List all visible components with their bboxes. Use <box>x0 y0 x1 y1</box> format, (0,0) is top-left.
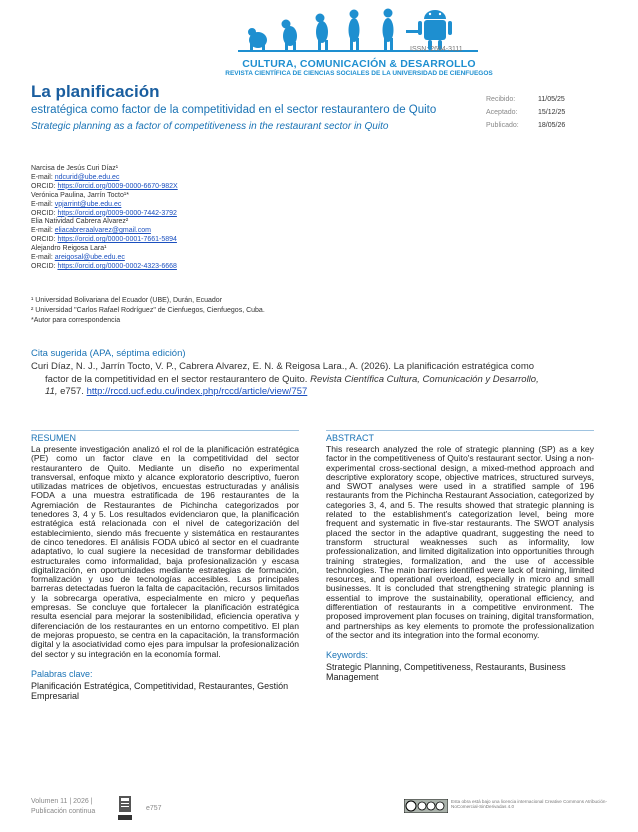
journal-subtitle: REVISTA CIENTÍFICA DE CIENCIAS SOCIALES DE LA UNIVERSIDAD DE CIENFUEGOS <box>225 70 493 77</box>
author-name: Narcisa de Jesús Curi Díaz¹ <box>31 165 119 172</box>
author-orcid-link[interactable]: https://orcid.org/0009-0000-6670-982X <box>57 182 178 190</box>
author-email-link[interactable]: ndcurid@ube.edu.ec <box>54 173 120 181</box>
author-email-link[interactable]: areigosal@ube.edu.ec <box>54 254 125 262</box>
published-date: 18/05/26 <box>538 122 566 129</box>
article-subtitle-english: Strategic planning as a factor of competitiveness in the restaurant sector in Quito <box>31 121 389 132</box>
journal-title: CULTURA, COMUNICACIÓN & DESARROLLO <box>242 58 476 70</box>
article-dates <box>486 96 565 135</box>
elocation-id: e757 <box>146 805 162 812</box>
footer-volume <box>31 797 95 817</box>
accepted-date: 15/12/25 <box>538 109 566 116</box>
author-email-line: E-mail: vpjarrint@ube.edu.ec <box>31 200 122 208</box>
volume-label: Volumen 11 | 2026 | <box>31 798 93 805</box>
affiliation: ² Universidad "Carlos Rafael Rodríguez" de Cienfuegos, Cienfuegos, Cuba. <box>31 307 265 314</box>
author-orcid-line: ORCID: https://orcid.org/0000-0001-7661-5894 <box>31 236 177 244</box>
article-title: La planificación <box>31 82 160 101</box>
author-orcid-line: ORCID: https://orcid.org/0009-0000-6670-982X <box>31 182 178 190</box>
author-orcid-link[interactable]: https://orcid.org/0009-0000-7442-3792 <box>57 209 177 217</box>
received-date: 11/05/25 <box>538 96 565 103</box>
corresponding-note: *Autor para correspondencia <box>31 317 121 324</box>
author-name: Verónica Paulina, Jarrín Tocto¹* <box>31 191 129 199</box>
author-orcid-line: ORCID: https://orcid.org/0000-0002-4323-6668 <box>31 262 177 270</box>
accepted-label: Aceptado: <box>486 109 518 116</box>
keywords-heading-en: Keywords: <box>326 650 369 661</box>
author-name: Elia Natividad Cabrera Alvarez² <box>31 218 129 226</box>
abstract-text: This research analyzed the role of strategic planning (SP) as a key factor in the competitiveness of Quito's restaurant sector. Using a non-experimental cross-sectional design, a mixed-method approach and descriptive exploratory scope, objective matrices, structured surveys, and SWOT analyses were used in a stratified sample of 196 restaurants from the Pichincha Restaurant Association, categorized by categories 3, 4, and 5. The results showed that strategic planning is related to the establishment's categorization level, being more frequent and systematic in five-star restaurants. The SWOT analysis placed the sector in the adaptive quadrant, suggesting the need to transform structural weaknesses such as informality, low professionalization, and limited digitalization into opportunities through training strategies, formalization, and the use of accessible technologies. The main barriers identified were lack of training, limited resources, and operational overload, especially in micro and small businesses. It is concluded that strengthening strategic planning is essential to improve the sustainability, operational efficiency, and differentiation of restaurants in a competitive environment. The proposed improvement plan focuses on training, digital transformation, and partnerships as key elements to promote the professionalization of the sector and its integration into the formal economy. <box>326 444 594 640</box>
university-logo-icon <box>117 796 133 822</box>
license-text: Esta obra está bajo una licencia internacional Creative Commons Atribución-NoComercial-SinDerivadas 4.0 <box>451 799 608 810</box>
creative-commons-icon[interactable] <box>404 799 448 813</box>
author-email-line: E-mail: areigosal@ube.edu.ec <box>31 254 125 262</box>
abstract-column <box>326 430 594 682</box>
citation-url-link[interactable]: http://rccd.ucf.edu.cu/index.php/rccd/article/view/757 <box>86 386 308 398</box>
affiliations <box>31 296 265 326</box>
author-email-link[interactable]: vpjarrint@ube.edu.ec <box>54 200 122 208</box>
author-orcid-line: ORCID: https://orcid.org/0009-0000-7442-3792 <box>31 209 177 217</box>
citation-heading: Cita sugerida (APA, séptima edición) <box>31 348 186 359</box>
keywords-en: Strategic Planning, Competitiveness, Restaurants, Business Management <box>326 662 566 683</box>
resumen-heading: RESUMEN <box>31 430 299 445</box>
author-email-line: E-mail: ndcurid@ube.edu.ec <box>31 173 120 181</box>
author-orcid-link[interactable]: https://orcid.org/0000-0001-7661-5894 <box>57 236 177 244</box>
author-name: Alejandro Reigosa Lara¹ <box>31 245 107 253</box>
article-subtitle: estratégica como factor de la competitividad en el sector restaurantero de Quito <box>31 104 437 116</box>
published-label: Publicado: <box>486 122 519 129</box>
affiliation: ¹ Universidad Bolivariana del Ecuador (UBE), Durán, Ecuador <box>31 297 223 304</box>
author-orcid-link[interactable]: https://orcid.org/0000-0002-4323-6668 <box>57 262 177 270</box>
citation-line: Curi Díaz, N. J., Jarrín Tocto, V. P., Cabrera Alvarez, E. N. & Reigosa Lara., A. (2026). La planificación estratégica como <box>31 361 535 372</box>
author-email-link[interactable]: eliacabreraalvarez@gmail.com <box>54 227 151 235</box>
abstract-heading: ABSTRACT <box>326 430 594 445</box>
issn: ISSN: 2664-3111 <box>410 46 463 53</box>
author-list <box>31 165 178 272</box>
publication-label: Publicación continua <box>31 808 96 815</box>
keywords-heading-es: Palabras clave: <box>31 668 93 679</box>
resumen-column <box>31 430 299 701</box>
citation <box>31 361 611 399</box>
received-label: Recibido: <box>486 96 516 103</box>
citation-line: 11, e757. http://rccd.ucf.edu.cu/index.php/rccd/article/view/757 <box>45 386 308 398</box>
citation-line: factor de la competitividad en el sector restaurantero de Quito. Revista Científica Cultura, Comunicación y Desarrollo, <box>45 373 539 385</box>
author-email-line: E-mail: eliacabreraalvarez@gmail.com <box>31 227 151 235</box>
resumen-text: La presente investigación analizó el rol de la planificación estratégica (PE) como un factor clave en la competitividad del sector restaurantero de Quito. Mediante un diseño no experimental transversal, enfoque mixto y alcance exploratorio descriptivo, fueron utilizadas matrices de objetivos, encuestas estructuradas y análisis FODA a una muestra estratificada de 196 restaurantes de la Agremiación de Restaurantes de Pichincha categorizados por tenedores 3, 4 y 5. Los resultados evidenciaron que, la planificación estratégica está relacionada con el nivel de categorización del establecimiento, siendo más frecuente y sistemática en restaurantes de cinco tenedores. El análisis FODA ubicó al sector en el cuadrante adaptativo, lo cual sugiere la necesidad de transformar debilidades estructurales como informalidad, baja profesionalización y escasa digitalización, en oportunidades mediante estrategias de formación, formalización y uso de tecnologías accesibles. Las principales barreras detectadas fueron la falta de capacitación, recursos limitados y la sobrecarga operativa, especialmente en micro y pequeñas empresas. Se concluye que fortalecer la planificación estratégica resulta esencial para mejorar la sostenibilidad, eficiencia operativa y diferenciación de los restaurantes en un entorno competitivo. El plan de mejoras propuesto, se centra en la capacitación, la transformación digital y la asociatividad como ejes para impulsar la profesionalización del sector y su integración en la economía formal. <box>31 444 299 659</box>
keywords-es: Planificación Estratégica, Competitividad, Restaurantes, Gestión Empresarial <box>31 680 289 701</box>
